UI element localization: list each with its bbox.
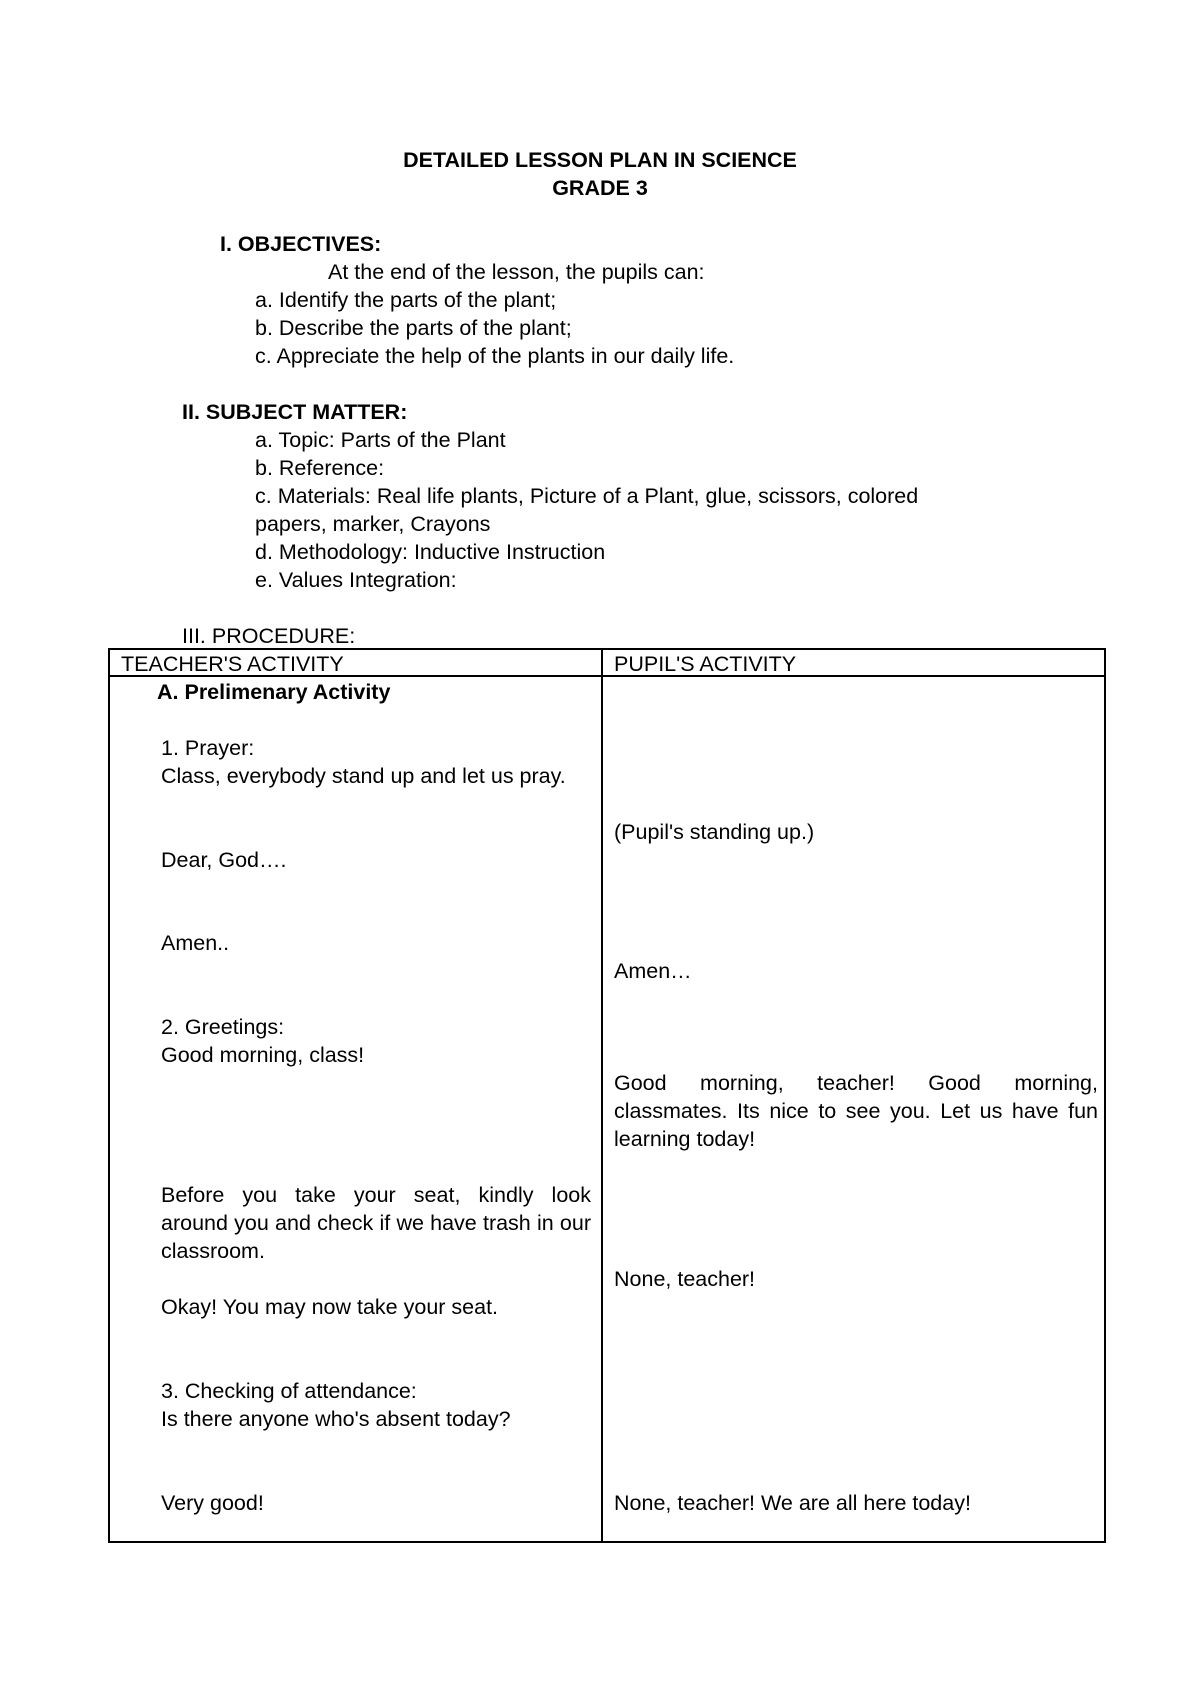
subject-topic: a. Topic: Parts of the Plant xyxy=(255,428,506,452)
subject-matter-heading: II. SUBJECT MATTER: xyxy=(182,400,408,424)
greetings-label: 2. Greetings: xyxy=(161,1015,285,1039)
page-subtitle: GRADE 3 xyxy=(552,176,648,200)
attendance-text: Is there anyone who's absent today? xyxy=(161,1407,511,1431)
subject-materials-line2: papers, marker, Crayons xyxy=(255,512,491,536)
procedure-heading: III. PROCEDURE: xyxy=(182,624,356,648)
trash-check-text: Before you take your seat, kindly look around you and check if we have trash in our classroom. xyxy=(161,1183,591,1263)
subject-reference: b. Reference: xyxy=(255,456,385,480)
take-seat-text: Okay! You may now take your seat. xyxy=(161,1295,499,1319)
teacher-amen: Amen.. xyxy=(161,931,230,955)
very-good-text: Very good! xyxy=(161,1491,264,1515)
pupil-amen: Amen… xyxy=(614,959,692,983)
attendance-label: 3. Checking of attendance: xyxy=(161,1379,417,1403)
objectives-intro: At the end of the lesson, the pupils can: xyxy=(328,260,705,284)
pupil-all-here: None, teacher! We are all here today! xyxy=(614,1491,971,1515)
dear-god-text: Dear, God…. xyxy=(161,848,287,872)
preliminary-activity-heading: A. Prelimenary Activity xyxy=(157,680,391,704)
objective-item-a: a. Identify the parts of the plant; xyxy=(255,288,557,312)
pupil-none-teacher: None, teacher! xyxy=(614,1267,756,1291)
greetings-text: Good morning, class! xyxy=(161,1043,365,1067)
column-header-pupil: PUPIL'S ACTIVITY xyxy=(614,652,797,676)
page-title: DETAILED LESSON PLAN IN SCIENCE xyxy=(403,148,797,172)
subject-methodology: d. Methodology: Inductive Instruction xyxy=(255,540,606,564)
column-header-teacher: TEACHER'S ACTIVITY xyxy=(121,652,344,676)
prayer-label: 1. Prayer: xyxy=(161,736,255,760)
pupil-greeting-reply: Good morning, teacher! Good morning, classmates. Its nice to see you. Let us have fun learning today! xyxy=(614,1071,1098,1151)
table-column-divider xyxy=(601,648,603,1543)
objective-item-c: c. Appreciate the help of the plants in our daily life. xyxy=(255,344,735,368)
subject-values: e. Values Integration: xyxy=(255,568,457,592)
objectives-heading: I. OBJECTIVES: xyxy=(220,232,382,256)
objective-item-b: b. Describe the parts of the plant; xyxy=(255,316,572,340)
pupil-standing-text: (Pupil's standing up.) xyxy=(614,820,815,844)
prayer-text: Class, everybody stand up and let us pray. xyxy=(161,764,566,788)
subject-materials-line1: c. Materials: Real life plants, Picture of a Plant, glue, scissors, colored xyxy=(255,484,919,508)
